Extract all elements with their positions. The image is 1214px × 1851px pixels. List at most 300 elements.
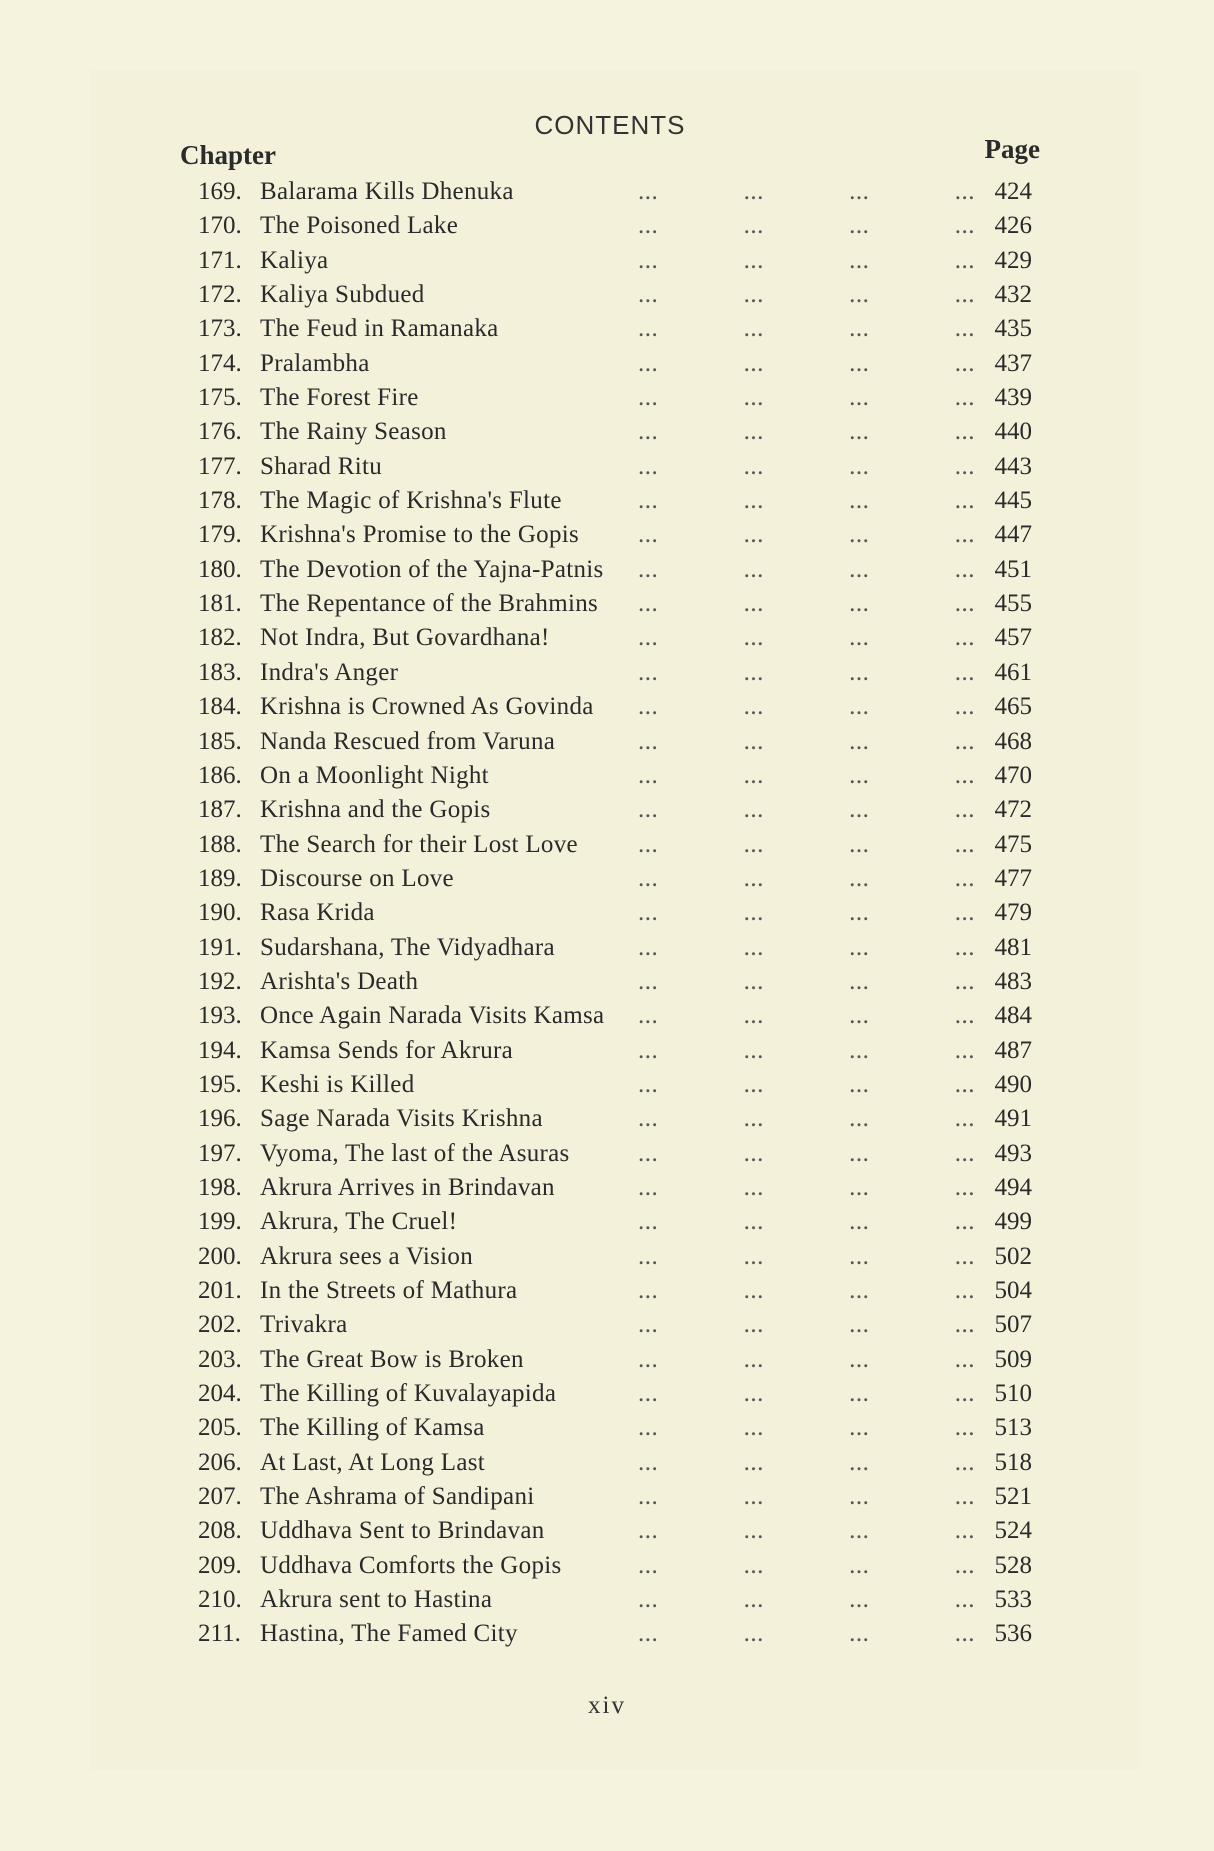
leader-dots: ... (849, 1414, 870, 1442)
leader-dots: ... (849, 1483, 870, 1511)
chapter-title: Krishna's Promise to the Gopis (260, 521, 580, 549)
leader-dots: ... (743, 1105, 764, 1133)
leader-dots: ... (638, 178, 659, 205)
chapter-title: The Forest Fire (260, 384, 419, 412)
leader-dots: ... (849, 658, 870, 686)
leader-dots: ... (849, 761, 870, 789)
toc-entry (198, 1446, 1040, 1480)
page-number: 509 (994, 1345, 1032, 1373)
page-number: 472 (994, 796, 1032, 824)
dot-leader (638, 999, 975, 1033)
leader-dots: ... (743, 1208, 764, 1236)
dot-leader (638, 793, 975, 827)
leader-dots: ... (954, 1173, 975, 1201)
leader-dots: ... (638, 1448, 659, 1476)
chapter-title: In the Streets of Mathura (260, 1277, 518, 1304)
leader-dots: ... (954, 590, 975, 618)
dot-leader (638, 1274, 975, 1308)
leader-dots: ... (743, 1002, 764, 1030)
dot-leader (638, 1034, 975, 1068)
chapter-title: Kaliya (260, 246, 329, 274)
leader-dots: ... (849, 1448, 870, 1476)
page-number: 533 (994, 1586, 1032, 1614)
toc-entry (198, 931, 1040, 965)
leader-dots: ... (638, 1517, 659, 1545)
leader-dots: ... (638, 1173, 659, 1201)
chapter-number: 208. (198, 1517, 242, 1545)
chapter-number: 182. (198, 624, 242, 652)
toc-entry (198, 347, 1040, 381)
leader-dots: ... (638, 1586, 659, 1614)
chapter-number: 203. (198, 1345, 242, 1373)
leader-dots: ... (638, 1208, 659, 1236)
chapter-title: Discourse on Love (260, 864, 454, 892)
dot-leader (638, 1411, 975, 1445)
chapter-number: 172. (198, 281, 242, 309)
leader-dots: ... (849, 693, 870, 721)
toc-entry (198, 1205, 1040, 1239)
leader-dots: ... (638, 693, 659, 721)
chapter-number: 186. (198, 761, 242, 789)
chapter-number: 204. (198, 1380, 242, 1408)
chapter-number: 188. (198, 830, 242, 858)
dot-leader (638, 1137, 975, 1171)
leader-dots: ... (849, 864, 870, 892)
page-number: 477 (994, 864, 1032, 892)
leader-dots: ... (954, 349, 975, 377)
chapter-title: Vyoma, The last of the Asuras (260, 1139, 570, 1167)
chapter-number: 196. (198, 1105, 242, 1133)
dot-leader (638, 347, 975, 381)
chapter-title: The Killing of Kamsa (260, 1414, 485, 1442)
dot-leader (638, 1514, 975, 1548)
leader-dots: ... (743, 452, 764, 480)
dot-leader (638, 1205, 975, 1239)
leader-dots: ... (743, 487, 764, 515)
leader-dots: ... (743, 1139, 764, 1167)
page-number: 432 (994, 281, 1032, 309)
page-number: 440 (994, 418, 1032, 446)
chapter-title: Arishta's Death (260, 967, 419, 995)
chapter-number: 173. (198, 315, 242, 343)
chapter-number: 191. (198, 933, 242, 961)
chapter-number: 187. (198, 796, 242, 824)
leader-dots: ... (954, 693, 975, 721)
leader-dots: ... (743, 349, 764, 377)
dot-leader (638, 553, 975, 587)
leader-dots: ... (743, 590, 764, 618)
leader-dots: ... (954, 1208, 975, 1236)
leader-dots: ... (849, 1208, 870, 1236)
leader-dots: ... (743, 1036, 764, 1064)
chapter-number: 170. (198, 212, 242, 240)
leader-dots: ... (638, 1002, 659, 1030)
toc-entry (198, 1274, 1040, 1308)
leader-dots: ... (638, 727, 659, 755)
leader-dots: ... (954, 281, 975, 309)
page-number: 507 (994, 1311, 1032, 1339)
leader-dots: ... (954, 384, 975, 412)
chapter-number: 180. (198, 555, 242, 583)
toc-entry (198, 381, 1040, 415)
toc-entry (198, 1102, 1040, 1136)
leader-dots: ... (743, 178, 764, 205)
dot-leader (638, 244, 975, 278)
toc-entry (198, 1549, 1040, 1583)
chapter-number: 202. (198, 1311, 242, 1339)
leader-dots: ... (954, 1551, 975, 1579)
dot-leader (638, 518, 975, 552)
leader-dots: ... (954, 1380, 975, 1408)
leader-dots: ... (638, 1345, 659, 1373)
toc-entry (198, 553, 1040, 587)
dot-leader (638, 450, 975, 484)
leader-dots: ... (954, 1002, 975, 1030)
leader-dots: ... (638, 796, 659, 824)
leader-dots: ... (743, 281, 764, 309)
dot-leader (638, 1102, 975, 1136)
dot-leader (638, 1308, 975, 1342)
dot-leader (638, 1549, 975, 1583)
leader-dots: ... (638, 555, 659, 583)
leader-dots: ... (638, 864, 659, 892)
page-number: 455 (994, 590, 1032, 618)
toc-entry (198, 621, 1040, 655)
chapter-number: 183. (198, 658, 242, 686)
chapter-title: The Feud in Ramanaka (260, 315, 499, 343)
toc-entry (198, 244, 1040, 278)
leader-dots: ... (849, 418, 870, 446)
leader-dots: ... (954, 212, 975, 240)
leader-dots: ... (849, 967, 870, 995)
leader-dots: ... (743, 1551, 764, 1579)
leader-dots: ... (954, 521, 975, 549)
chapter-title: The Search for their Lost Love (260, 830, 578, 858)
leader-dots: ... (743, 1483, 764, 1511)
leader-dots: ... (849, 1311, 870, 1339)
leader-dots: ... (849, 1277, 870, 1304)
leader-dots: ... (849, 452, 870, 480)
chapter-number: 184. (198, 693, 242, 721)
chapter-title: Uddhava Sent to Brindavan (260, 1517, 545, 1545)
leader-dots: ... (638, 281, 659, 309)
chapter-title: Not Indra, But Govardhana! (260, 624, 550, 652)
leader-dots: ... (638, 418, 659, 446)
page-number: 457 (994, 624, 1032, 652)
chapter-number: 171. (198, 246, 242, 274)
chapter-number: 189. (198, 864, 242, 892)
leader-dots: ... (849, 1345, 870, 1373)
toc-entry (198, 1137, 1040, 1171)
chapter-number: 197. (198, 1139, 242, 1167)
toc-entry (198, 690, 1040, 724)
toc-entry (198, 793, 1040, 827)
chapter-number: 179. (198, 521, 242, 549)
page-number: 445 (994, 487, 1032, 515)
dot-leader (638, 175, 975, 209)
toc-entry (198, 587, 1040, 621)
leader-dots: ... (849, 315, 870, 343)
chapter-title: Keshi is Killed (260, 1070, 415, 1098)
leader-dots: ... (954, 452, 975, 480)
dot-leader (638, 656, 975, 690)
chapter-title: Krishna and the Gopis (260, 796, 491, 824)
chapter-number: 185. (198, 727, 242, 755)
dot-leader (638, 415, 975, 449)
chapter-number: 194. (198, 1036, 242, 1064)
leader-dots: ... (638, 452, 659, 480)
page-number: 424 (994, 178, 1032, 205)
toc-entry (198, 828, 1040, 862)
leader-dots: ... (849, 1586, 870, 1614)
leader-dots: ... (849, 555, 870, 583)
chapter-number: 181. (198, 590, 242, 618)
leader-dots: ... (743, 521, 764, 549)
leader-dots: ... (849, 590, 870, 618)
leader-dots: ... (638, 1242, 659, 1270)
page-number: 493 (994, 1139, 1032, 1167)
chapter-number: 174. (198, 349, 242, 377)
chapter-number: 177. (198, 452, 242, 480)
page-number: 481 (994, 933, 1032, 961)
leader-dots: ... (743, 761, 764, 789)
page-number: 502 (994, 1242, 1032, 1270)
leader-dots: ... (743, 1517, 764, 1545)
chapter-title: Balarama Kills Dhenuka (260, 178, 514, 205)
toc-entry (198, 1514, 1040, 1548)
dot-leader (638, 1068, 975, 1102)
chapter-number: 169. (198, 178, 242, 205)
leader-dots: ... (638, 830, 659, 858)
toc-entry (198, 1171, 1040, 1205)
page-number: 443 (994, 452, 1032, 480)
chapter-number: 192. (198, 967, 242, 995)
page-number: 437 (994, 349, 1032, 377)
leader-dots: ... (849, 1380, 870, 1408)
toc-entry (198, 1343, 1040, 1377)
toc-entry (198, 1617, 1040, 1651)
chapter-number: 198. (198, 1173, 242, 1201)
leader-dots: ... (954, 624, 975, 652)
leader-dots: ... (849, 1242, 870, 1270)
leader-dots: ... (743, 967, 764, 995)
dot-leader (638, 1343, 975, 1377)
chapter-title: Akrura sent to Hastina (260, 1586, 493, 1614)
leader-dots: ... (743, 933, 764, 961)
toc-entry (198, 1068, 1040, 1102)
leader-dots: ... (638, 1105, 659, 1133)
leader-dots: ... (743, 1380, 764, 1408)
dot-leader (638, 862, 975, 896)
chapter-title: The Magic of Krishna's Flute (260, 487, 562, 515)
leader-dots: ... (743, 1414, 764, 1442)
chapter-title: The Great Bow is Broken (260, 1345, 524, 1373)
leader-dots: ... (954, 246, 975, 274)
page-number: 426 (994, 212, 1032, 240)
dot-leader (638, 1377, 975, 1411)
chapter-title: Rasa Krida (260, 899, 375, 927)
leader-dots: ... (743, 1070, 764, 1098)
page-number: 439 (994, 384, 1032, 412)
leader-dots: ... (638, 1414, 659, 1442)
chapter-number: 210. (198, 1586, 242, 1614)
page-number: 475 (994, 830, 1032, 858)
leader-dots: ... (954, 761, 975, 789)
chapter-title: Pralambha (260, 349, 370, 377)
leader-dots: ... (638, 899, 659, 927)
leader-dots: ... (849, 178, 870, 205)
page-number: 528 (994, 1551, 1032, 1579)
leader-dots: ... (743, 693, 764, 721)
leader-dots: ... (743, 246, 764, 274)
page-folio: xiv (588, 1692, 626, 1719)
leader-dots: ... (849, 830, 870, 858)
leader-dots: ... (849, 899, 870, 927)
leader-dots: ... (954, 864, 975, 892)
toc-entry (198, 896, 1040, 930)
leader-dots: ... (743, 315, 764, 343)
page-number: 447 (994, 521, 1032, 549)
leader-dots: ... (638, 933, 659, 961)
dot-leader (638, 1171, 975, 1205)
leader-dots: ... (954, 796, 975, 824)
leader-dots: ... (743, 727, 764, 755)
toc-entry (198, 1583, 1040, 1617)
toc-entry (198, 484, 1040, 518)
leader-dots: ... (954, 1277, 975, 1304)
chapter-title: Once Again Narada Visits Kamsa (260, 1002, 605, 1030)
page-column-header: Page (984, 134, 1040, 164)
page-number: 483 (994, 967, 1032, 995)
leader-dots: ... (638, 1483, 659, 1511)
leader-dots: ... (849, 349, 870, 377)
toc-entry (198, 175, 1040, 209)
chapter-number: 205. (198, 1414, 242, 1442)
dot-leader (638, 312, 975, 346)
dot-leader (638, 209, 975, 243)
toc-entry (198, 999, 1040, 1033)
leader-dots: ... (638, 246, 659, 274)
dot-leader (638, 759, 975, 793)
leader-dots: ... (954, 1242, 975, 1270)
leader-dots: ... (743, 384, 764, 412)
toc-entry (198, 450, 1040, 484)
chapter-number: 200. (198, 1242, 242, 1270)
leader-dots: ... (638, 1380, 659, 1408)
chapter-number: 195. (198, 1070, 242, 1098)
leader-dots: ... (849, 1070, 870, 1098)
page-number: 479 (994, 899, 1032, 927)
leader-dots: ... (849, 1173, 870, 1201)
dot-leader (638, 965, 975, 999)
leader-dots: ... (638, 487, 659, 515)
leader-dots: ... (743, 1620, 764, 1648)
chapter-number: 209. (198, 1551, 242, 1579)
leader-dots: ... (743, 1345, 764, 1373)
toc-entry (198, 415, 1040, 449)
page-number: 429 (994, 246, 1032, 274)
toc-entry (198, 1308, 1040, 1342)
chapter-title: Sudarshana, The Vidyadhara (260, 933, 555, 961)
chapter-title: The Poisoned Lake (260, 212, 459, 240)
leader-dots: ... (638, 384, 659, 412)
leader-dots: ... (849, 624, 870, 652)
toc-entry (198, 965, 1040, 999)
leader-dots: ... (849, 212, 870, 240)
leader-dots: ... (743, 555, 764, 583)
chapter-number: 175. (198, 384, 242, 412)
chapter-number: 207. (198, 1483, 242, 1511)
chapter-title: Trivakra (260, 1311, 348, 1339)
leader-dots: ... (849, 727, 870, 755)
toc-entry (198, 518, 1040, 552)
dot-leader (638, 690, 975, 724)
leader-dots: ... (954, 1620, 975, 1648)
chapter-title: Sharad Ritu (260, 452, 383, 480)
leader-dots: ... (954, 1586, 975, 1614)
dot-leader (638, 828, 975, 862)
toc-entry (198, 1240, 1040, 1274)
leader-dots: ... (638, 349, 659, 377)
leader-dots: ... (954, 1105, 975, 1133)
leader-dots: ... (954, 315, 975, 343)
chapter-title: Indra's Anger (260, 658, 399, 686)
leader-dots: ... (849, 487, 870, 515)
page-number: 494 (994, 1173, 1032, 1201)
leader-dots: ... (743, 1173, 764, 1201)
toc-entry (198, 312, 1040, 346)
leader-dots: ... (638, 1551, 659, 1579)
toc-entry (198, 725, 1040, 759)
dot-leader (638, 896, 975, 930)
chapter-title: Akrura, The Cruel! (260, 1208, 458, 1236)
leader-dots: ... (638, 658, 659, 686)
dot-leader (638, 1617, 975, 1651)
leader-dots: ... (638, 1070, 659, 1098)
page-number: 465 (994, 693, 1032, 721)
dot-leader (638, 278, 975, 312)
page-number: 470 (994, 761, 1032, 789)
page-number: 513 (994, 1414, 1032, 1442)
chapter-title: Uddhava Comforts the Gopis (260, 1551, 562, 1579)
toc-entry (198, 1480, 1040, 1514)
dot-leader (638, 621, 975, 655)
page-number: 468 (994, 727, 1032, 755)
chapter-title: At Last, At Long Last (260, 1448, 486, 1476)
leader-dots: ... (849, 384, 870, 412)
dot-leader (638, 931, 975, 965)
chapter-column-header: Chapter (180, 140, 276, 170)
chapter-number: 206. (198, 1448, 242, 1476)
leader-dots: ... (954, 1517, 975, 1545)
chapter-title: The Ashrama of Sandipani (260, 1483, 535, 1511)
leader-dots: ... (954, 555, 975, 583)
leader-dots: ... (743, 212, 764, 240)
leader-dots: ... (954, 1448, 975, 1476)
chapter-number: 178. (198, 487, 242, 515)
leader-dots: ... (849, 1139, 870, 1167)
dot-leader (638, 1446, 975, 1480)
leader-dots: ... (954, 1345, 975, 1373)
leader-dots: ... (743, 899, 764, 927)
leader-dots: ... (638, 521, 659, 549)
toc-entry (198, 862, 1040, 896)
toc-entry (198, 209, 1040, 243)
leader-dots: ... (743, 624, 764, 652)
chapter-title: Akrura Arrives in Brindavan (260, 1173, 555, 1201)
leader-dots: ... (743, 1311, 764, 1339)
leader-dots: ... (743, 796, 764, 824)
